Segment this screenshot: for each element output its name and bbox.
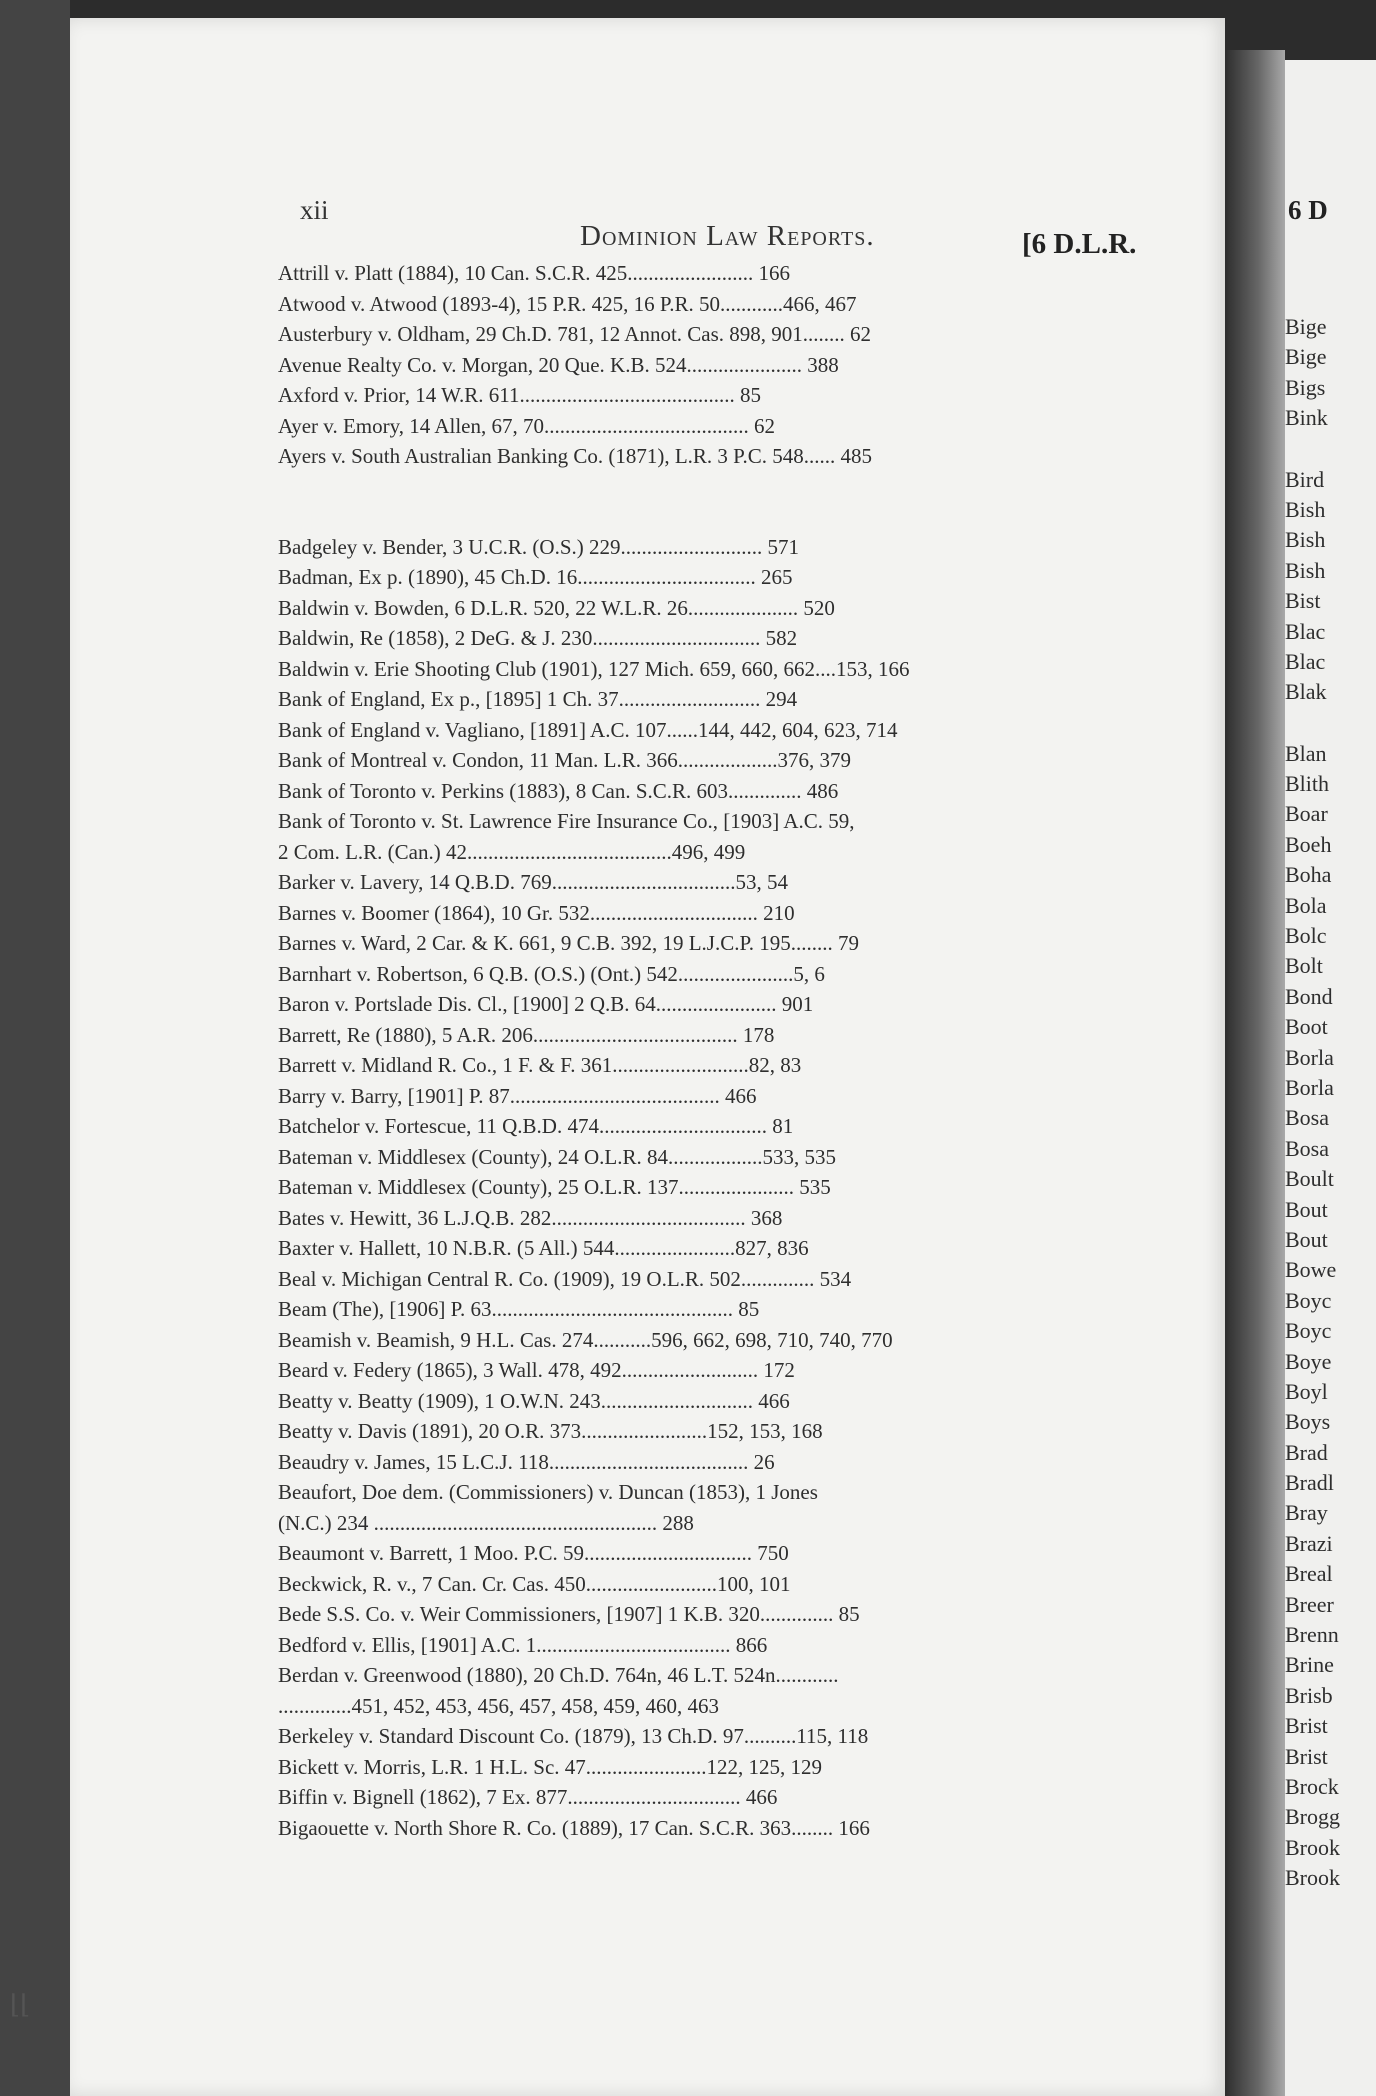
- case-entry: [278, 1325, 1142, 1356]
- right-entry: Bink: [1285, 405, 1328, 431]
- case-entry-text: Barnes v. Ward, 2 Car. & K. 661, 9 C.B. 392, 19 L.J.C.P. 195........ 79: [278, 931, 860, 955]
- right-entry: Boyc: [1285, 1318, 1332, 1344]
- right-entry: Bolt: [1285, 953, 1323, 979]
- right-entry: Bowe: [1285, 1257, 1337, 1283]
- case-entry-text: Barry v. Barry, [1901] P. 87........................................ 466: [278, 1083, 757, 1108]
- right-entry: Bout: [1285, 1196, 1328, 1222]
- case-entry: [278, 928, 1142, 959]
- right-entry: Boeh: [1285, 831, 1332, 857]
- case-entry-text: Bickett v. Morris, L.R. 1 H.L. Sc. 47.......................122, 125, 129: [278, 1754, 823, 1779]
- case-entry-text: Berdan v. Greenwood (1880), 20 Ch.D. 764n, 46 L.T. 524n............: [278, 1663, 839, 1687]
- right-entry: Borla: [1285, 1074, 1334, 1100]
- right-entries-group-c: [1285, 739, 1376, 1894]
- right-entry: Breer: [1285, 1591, 1334, 1617]
- case-entry: [278, 1752, 1142, 1783]
- case-entry-text: Baron v. Portslade Dis. Cl., [1900] 2 Q.B. 64....................... 901: [278, 992, 814, 1016]
- case-entry: [278, 1569, 1142, 1600]
- case-entry-text: Barnes v. Boomer (1864), 10 Gr. 532................................ 210: [278, 900, 795, 925]
- case-entry-text: Beckwick, R. v., 7 Can. Cr. Cas. 450.........................100, 101: [278, 1571, 791, 1596]
- right-entry: Boys: [1285, 1409, 1331, 1435]
- case-entry: [278, 1538, 1142, 1569]
- case-entry: [278, 532, 1142, 563]
- case-entry: [278, 1172, 1142, 1203]
- right-entry: Blak: [1285, 679, 1327, 705]
- case-entry-text: Batchelor v. Fortescue, 11 Q.B.D. 474................................ 81: [278, 1114, 794, 1138]
- case-entry-text: Ayers v. South Australian Banking Co. (1871), L.R. 3 P.C. 548...... 485: [278, 444, 873, 468]
- case-entry-text: Barrett v. Midland R. Co., 1 F. & F. 361..........................82, 83: [278, 1053, 802, 1077]
- case-entry-text: Axford v. Prior, 14 W.R. 611......................................... 85: [278, 383, 761, 407]
- case-entry: [278, 1386, 1142, 1417]
- case-entry: [278, 1599, 1142, 1630]
- case-entry: [278, 715, 1142, 746]
- case-entry: [278, 1508, 1142, 1539]
- case-entry: [278, 1813, 1142, 1844]
- case-entry-text: Beaudry v. James, 15 L.C.J. 118...................................... 26: [278, 1449, 775, 1474]
- case-entry-text: Bank of Toronto v. Perkins (1883), 8 Can. S.C.R. 603.............. 486: [278, 778, 839, 803]
- case-entry-text: Bateman v. Middlesex (County), 25 O.L.R. 137...................... 535: [278, 1175, 831, 1199]
- right-entry: Bolc: [1285, 923, 1327, 949]
- case-group-a: [278, 258, 1142, 472]
- right-entries-group-b: [1285, 465, 1376, 708]
- case-entry-text: Berkeley v. Standard Discount Co. (1879), 13 Ch.D. 97..........115, 118: [278, 1724, 869, 1748]
- case-entry: [278, 1630, 1142, 1661]
- page-number: xii: [300, 195, 329, 225]
- case-entry-text: Beam (The), [1906] P. 63.............................................. 85: [278, 1297, 760, 1321]
- right-entry: Blac: [1285, 648, 1326, 674]
- case-entry-text: Badman, Ex p. (1890), 45 Ch.D. 16.................................. 265: [278, 565, 793, 589]
- right-entry: Bond: [1285, 983, 1333, 1009]
- right-entry: Bosa: [1285, 1105, 1329, 1131]
- case-entry-text: Beaufort, Doe dem. (Commissioners) v. Duncan (1853), 1 Jones: [278, 1480, 818, 1504]
- right-entry: Bigs: [1285, 374, 1326, 400]
- case-entry: [278, 898, 1142, 929]
- right-entry: Blac: [1285, 618, 1326, 644]
- case-entry-text: Bank of Toronto v. St. Lawrence Fire Insurance Co., [1903] A.C. 59,: [278, 809, 855, 833]
- case-entry: [278, 1416, 1142, 1447]
- case-entry-text: Barker v. Lavery, 14 Q.B.D. 769...................................53, 54: [278, 870, 788, 894]
- right-entry: Boyc: [1285, 1287, 1332, 1313]
- case-entry: [278, 441, 1142, 472]
- case-entry: [278, 806, 1142, 837]
- case-entry-text: Baldwin v. Erie Shooting Club (1901), 127 Mich. 659, 660, 662....153, 166: [278, 656, 910, 681]
- case-entry-text: Bateman v. Middlesex (County), 24 O.L.R. 84..................533, 535: [278, 1144, 837, 1169]
- right-entry: Boye: [1285, 1348, 1332, 1374]
- case-entry-text: Avenue Realty Co. v. Morgan, 20 Que. K.B. 524...................... 388: [278, 352, 839, 377]
- right-entry: Boyl: [1285, 1378, 1328, 1404]
- case-entry: [278, 623, 1142, 654]
- case-entry: [278, 350, 1142, 381]
- case-entry: [278, 654, 1142, 685]
- case-entry-text: Bank of England v. Vagliano, [1891] A.C. 107......144, 442, 604, 623, 714: [278, 717, 898, 742]
- case-entry: [278, 1477, 1142, 1508]
- right-entries-group-a: [1285, 312, 1376, 434]
- case-entry: [278, 745, 1142, 776]
- right-entry: Borla: [1285, 1044, 1334, 1070]
- right-page: [1285, 60, 1376, 2096]
- right-entry: Bird: [1285, 466, 1325, 492]
- case-entry: [278, 1294, 1142, 1325]
- case-entry: [278, 319, 1142, 350]
- volume-label: [6 D.L.R.: [1022, 228, 1137, 260]
- right-page-entries: [1285, 312, 1376, 1894]
- case-entry-text: Ayer v. Emory, 14 Allen, 67, 70....................................... 62: [278, 413, 775, 438]
- case-entry: [278, 1721, 1142, 1752]
- case-entry-text: Bank of Montreal v. Condon, 11 Man. L.R. 366...................376, 379: [278, 748, 851, 772]
- case-entry: [278, 776, 1142, 807]
- case-entry-text: Beamish v. Beamish, 9 H.L. Cas. 274...........596, 662, 698, 710, 740, 770: [278, 1327, 893, 1352]
- running-title: Dominion Law Reports.: [580, 220, 875, 252]
- case-entry-text: Baldwin, Re (1858), 2 DeG. & J. 230................................ 582: [278, 626, 798, 650]
- right-entry: Boha: [1285, 862, 1332, 888]
- right-entry: Brisb: [1285, 1682, 1333, 1708]
- case-entry-text: 2 Com. L.R. (Can.) 42.......................................496, 499: [278, 839, 746, 864]
- case-entry: [278, 1050, 1142, 1081]
- case-entry-text: Baldwin v. Bowden, 6 D.L.R. 520, 22 W.L.R. 26..................... 520: [278, 595, 835, 620]
- right-entry: Bray: [1285, 1500, 1328, 1526]
- case-entry: [278, 1660, 1142, 1691]
- right-page-header: 6 D: [1288, 195, 1328, 225]
- right-entries-gap: [1285, 434, 1376, 465]
- case-entry: [278, 684, 1142, 715]
- case-entry: [278, 258, 1142, 289]
- case-entry: [278, 1447, 1142, 1478]
- case-entry: [278, 1233, 1142, 1264]
- case-entry: [278, 1691, 1142, 1722]
- binding-mark: ⌊⌊: [10, 1990, 31, 2019]
- case-entry-text: Badgeley v. Bender, 3 U.C.R. (O.S.) 229........................... 571: [278, 534, 800, 559]
- case-group-b: [278, 532, 1142, 1844]
- case-entry-text: Bede S.S. Co. v. Weir Commissioners, [1907] 1 K.B. 320.............. 85: [278, 1602, 860, 1626]
- right-entry: Bish: [1285, 527, 1326, 553]
- case-entry: [278, 562, 1142, 593]
- right-entry: Brazi: [1285, 1530, 1333, 1556]
- case-entry: [278, 593, 1142, 624]
- book-gutter: [1225, 50, 1285, 2096]
- case-entry-text: Beatty v. Davis (1891), 20 O.R. 373........................152, 153, 168: [278, 1419, 823, 1443]
- right-entry: Brist: [1285, 1743, 1328, 1769]
- right-entry: Boult: [1285, 1166, 1334, 1192]
- case-entry-text: Barnhart v. Robertson, 6 Q.B. (O.S.) (Ont.) 542......................5, 6: [278, 961, 825, 986]
- case-entry-text: Beard v. Federy (1865), 3 Wall. 478, 492.......................... 172: [278, 1358, 795, 1382]
- case-entry-text: Biffin v. Bignell (1862), 7 Ex. 877................................. 466: [278, 1785, 778, 1809]
- case-entry-text: (N.C.) 234 ...................................................... 288: [278, 1510, 694, 1535]
- right-entry: Brenn: [1285, 1622, 1339, 1648]
- right-entry: Bish: [1285, 557, 1326, 583]
- case-entry: [278, 289, 1142, 320]
- case-entry-text: Beatty v. Beatty (1909), 1 O.W.N. 243............................. 466: [278, 1388, 790, 1413]
- right-entry: Bosa: [1285, 1135, 1329, 1161]
- case-entry: [278, 837, 1142, 868]
- right-entry: Boar: [1285, 801, 1328, 827]
- case-entry-text: Atwood v. Atwood (1893-4), 15 P.R. 425, 16 P.R. 50............466, 467: [278, 291, 857, 316]
- right-entry: Brist: [1285, 1713, 1328, 1739]
- case-entry: [278, 380, 1142, 411]
- right-entry: Boot: [1285, 1014, 1328, 1040]
- right-entry: Breal: [1285, 1561, 1333, 1587]
- scanner-background-left: [0, 0, 70, 2096]
- case-index: [278, 258, 1142, 1843]
- right-entry: Brook: [1285, 1834, 1340, 1860]
- case-entry-text: Beaumont v. Barrett, 1 Moo. P.C. 59................................ 750: [278, 1541, 789, 1565]
- case-entry: [278, 1203, 1142, 1234]
- right-entry: Brock: [1285, 1773, 1339, 1799]
- case-entry-text: Beal v. Michigan Central R. Co. (1909), 19 O.L.R. 502.............. 534: [278, 1266, 852, 1291]
- case-entry: [278, 1081, 1142, 1112]
- case-entry-text: Bedford v. Ellis, [1901] A.C. 1..................................... 866: [278, 1632, 768, 1657]
- case-entry-text: ..............451, 452, 453, 456, 457, 458, 459, 460, 463: [278, 1693, 719, 1718]
- case-entry-text: Baxter v. Hallett, 10 N.B.R. (5 All.) 544.......................827, 836: [278, 1236, 809, 1260]
- right-entry: Blith: [1285, 771, 1330, 797]
- case-entry-text: Barrett, Re (1880), 5 A.R. 206....................................... 178: [278, 1022, 775, 1047]
- case-entry-text: Bigaouette v. North Shore R. Co. (1889), 17 Can. S.C.R. 363........ 166: [278, 1815, 870, 1840]
- case-entry: [278, 1142, 1142, 1173]
- case-entry: [278, 1782, 1142, 1813]
- right-entry: Bige: [1285, 344, 1327, 370]
- case-entry: [278, 1355, 1142, 1386]
- case-entry-text: Bates v. Hewitt, 36 L.J.Q.B. 282..................................... 368: [278, 1205, 783, 1230]
- case-entry: [278, 1020, 1142, 1051]
- right-entries-gap: [1285, 708, 1376, 739]
- right-entry: Brook: [1285, 1865, 1340, 1891]
- case-entry: [278, 1111, 1142, 1142]
- right-entry: Brad: [1285, 1439, 1328, 1465]
- right-entry: Bige: [1285, 314, 1327, 339]
- section-gap: [278, 472, 1142, 532]
- case-entry: [278, 959, 1142, 990]
- case-entry-text: Austerbury v. Oldham, 29 Ch.D. 781, 12 Annot. Cas. 898, 901........ 62: [278, 322, 872, 346]
- case-entry-text: Attrill v. Platt (1884), 10 Can. S.C.R. 425........................ 166: [278, 261, 790, 285]
- case-entry: [278, 411, 1142, 442]
- right-entry: Bish: [1285, 496, 1326, 522]
- right-entry: Bist: [1285, 588, 1321, 614]
- case-entry: [278, 867, 1142, 898]
- right-entry: Bradl: [1285, 1470, 1334, 1496]
- case-entry-text: Bank of England, Ex p., [1895] 1 Ch. 37........................... 294: [278, 687, 798, 711]
- right-entry: Bout: [1285, 1226, 1328, 1252]
- right-entry: Brine: [1285, 1652, 1334, 1678]
- right-entry: Brogg: [1285, 1804, 1340, 1830]
- right-entry: Bola: [1285, 892, 1327, 918]
- right-entry: Blan: [1285, 740, 1327, 766]
- case-entry: [278, 1264, 1142, 1295]
- case-entry: [278, 989, 1142, 1020]
